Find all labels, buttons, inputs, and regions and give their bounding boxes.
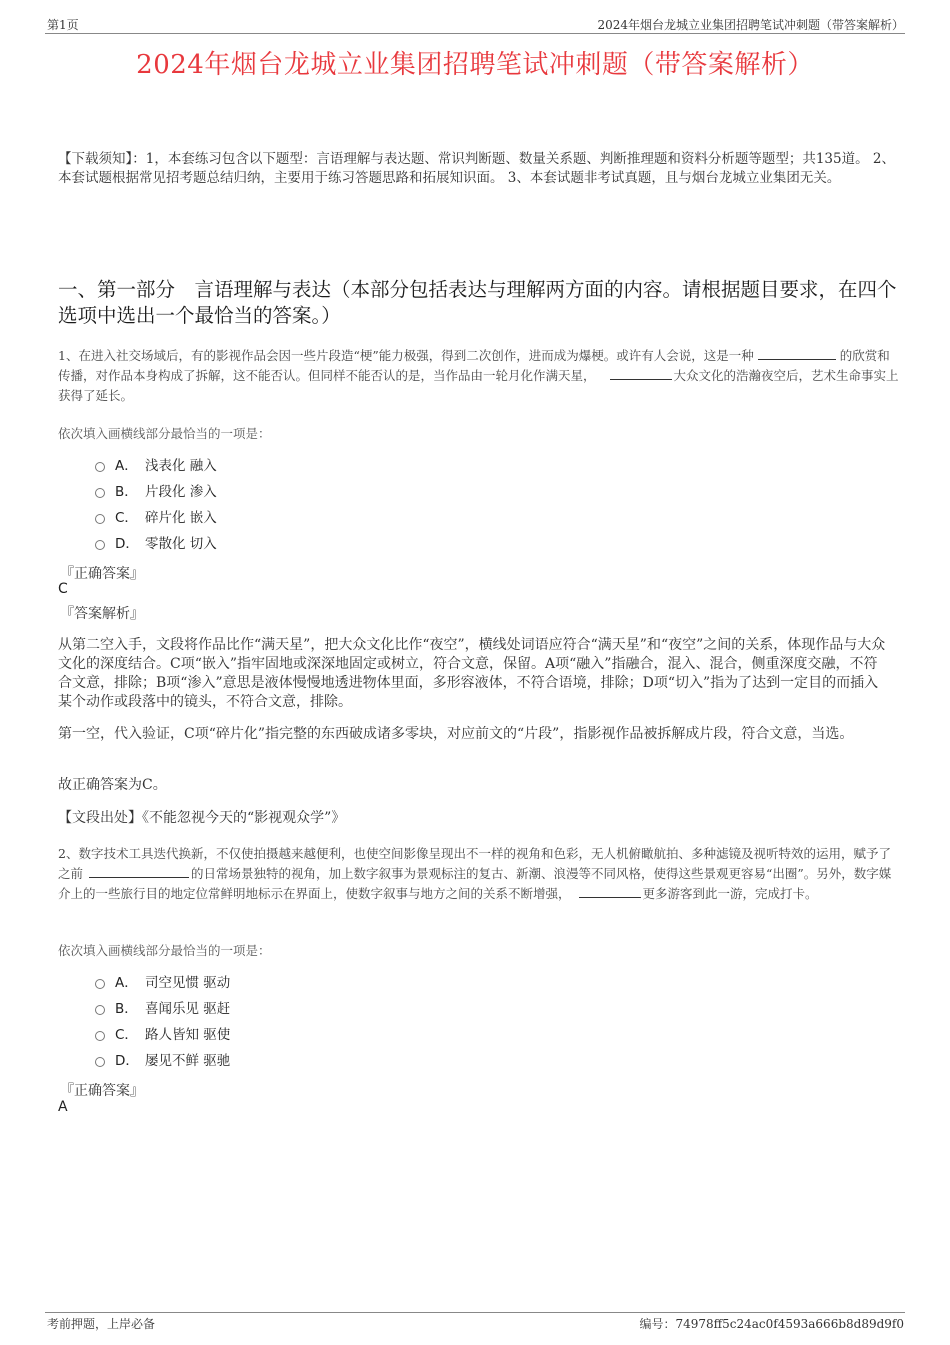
option-text: 片段化 渗入 — [145, 484, 217, 500]
option-letter: D． — [115, 1053, 139, 1069]
option-text: 屡见不鲜 驱驰 — [145, 1053, 231, 1069]
q2-option-d[interactable] — [95, 1052, 230, 1070]
radio-icon[interactable] — [95, 488, 105, 498]
q1-analysis-paragraph-2: 第一空，代入验证，C项“碎片化”指完整的东西破成诸多零块，对应前文的“片段”，指影视作品被拆解成片段，符合文意，当选。 — [58, 726, 854, 742]
q2-instruction: 依次填入画横线部分最恰当的一项是： — [58, 943, 271, 958]
radio-icon[interactable] — [95, 979, 105, 989]
q1-option-b[interactable] — [95, 483, 217, 501]
footer-divider — [45, 1312, 905, 1313]
header-doc-title: 2024年烟台龙城立业集团招聘笔试冲刺题（带答案解析） — [597, 18, 904, 32]
q2-stem-part-b: 的日常场景独特的视角，加上数字叙事为景观标注的复古、新潮、浪漫等不同风格，使得这些景观更容易“出圈”。另外，数字媒介上的一些旅行目的地定位常鲜明地标示在界面上，使数字叙事与地方之间的关系不断增强， — [58, 866, 892, 901]
q1-analysis-conclusion: 故正确答案为C。 — [58, 777, 167, 793]
q1-option-c[interactable] — [95, 509, 217, 527]
q1-instruction: 依次填入画横线部分最恰当的一项是： — [58, 426, 271, 441]
q1-stem-part-c: 大众文化的浩瀚夜空后，艺术生命事实上获得了延长。 — [58, 368, 899, 403]
radio-icon[interactable] — [95, 1031, 105, 1041]
option-letter: B． — [115, 1001, 138, 1017]
option-text: 路人皆知 驱使 — [145, 1027, 231, 1043]
option-letter: A． — [115, 975, 138, 991]
q1-answer-label: 『正确答案』 — [60, 566, 144, 582]
option-letter: D． — [115, 536, 139, 552]
radio-icon[interactable] — [95, 462, 105, 472]
question-1-stem — [58, 346, 900, 406]
q2-blank-2 — [579, 884, 641, 898]
header-divider — [45, 33, 905, 34]
q1-stem-part-a: 1、在进入社交场域后，有的影视作品会因一些片段造“梗”能力极强，得到二次创作，进而成为爆梗。或许有人会说，这是一种 — [58, 348, 754, 363]
radio-icon[interactable] — [95, 514, 105, 524]
q2-answer-label: 『正确答案』 — [60, 1083, 144, 1099]
q1-blank-2 — [610, 366, 672, 380]
section-heading: 一、第一部分 言语理解与表达（本部分包括表达与理解两方面的内容。请根据题目要求，在四个选项中选出一个最恰当的答案。） — [58, 278, 897, 327]
page-number: 第1页 — [47, 18, 79, 32]
q1-option-d[interactable] — [95, 535, 217, 553]
q1-blank-1 — [758, 346, 836, 360]
option-letter: C． — [115, 510, 138, 526]
footer-slogan: 考前押题，上岸必备 — [47, 1317, 156, 1331]
q1-answer: C — [58, 581, 68, 597]
option-letter: A． — [115, 458, 138, 474]
q1-source: 【文段出处】《不能忽视今天的“影视观众学”》 — [58, 810, 346, 826]
q1-stem-part-b: 的欣赏和传播，对作品本身构成了拆解，这不能否认。但同样不能否认的是，当作品由一轮月化作满天星， — [58, 348, 890, 383]
q2-blank-1 — [89, 864, 189, 878]
page-title: 2024年烟台龙城立业集团招聘笔试冲刺题（带答案解析） — [136, 50, 814, 80]
q1-option-a[interactable] — [95, 457, 217, 475]
radio-icon[interactable] — [95, 1057, 105, 1067]
question-2-stem — [58, 844, 900, 904]
radio-icon[interactable] — [95, 540, 105, 550]
q2-answer: A — [58, 1099, 68, 1115]
option-text: 碎片化 嵌入 — [145, 510, 217, 526]
option-text: 喜闻乐见 驱赶 — [145, 1001, 231, 1017]
footer-doc-id: 编号：74978ff5c24ac0f4593a666b8d89d9f0 — [639, 1317, 904, 1331]
option-text: 零散化 切入 — [145, 536, 217, 552]
q1-analysis-paragraph-1: 从第二空入手，文段将作品比作“满天星”，把大众文化比作“夜空”，横线处词语应符合“满天星”和“夜空”之间的关系，体现作品与大众文化的深度结合。C项“嵌入”指牢固地或深深地固定或树立，符合文意，保留。A项“融入”指融合，混入、混合，侧重深度交融，不符合文意，排除；B项“渗入”意思是液体慢慢地透进物体里面，多形容液体，不符合语境，排除；D项“切入”指为了达到一定目的而插入某个动作或段落中的镜头，不符合文意，排除。 — [58, 637, 886, 710]
option-text: 浅表化 融入 — [145, 458, 217, 474]
option-text: 司空见惯 驱动 — [145, 975, 231, 991]
download-notice: 【下载须知】：1，本套练习包含以下题型：言语理解与表达题、常识判断题、数量关系题、判断推理题和资料分析题等题型；共135道。 2、本套试题根据常见招考题总结归纳，主要用于练习答题思路和拓展知识面。 3、本套试题非考试真题，且与烟台龙城立业集团无关。 — [58, 151, 895, 186]
q1-analysis-label: 『答案解析』 — [60, 606, 144, 622]
q2-stem-part-a: 2、数字技术工具迭代换新，不仅使拍摄越来越便利，也使空间影像呈现出不一样的视角和色彩，无人机俯瞰航拍、多种滤镜及视听特效的运用，赋予了之前 — [58, 846, 891, 881]
q2-option-a[interactable] — [95, 974, 230, 992]
q2-option-b[interactable] — [95, 1000, 230, 1018]
q2-option-c[interactable] — [95, 1026, 230, 1044]
option-letter: B． — [115, 484, 138, 500]
option-letter: C． — [115, 1027, 138, 1043]
q2-stem-part-c: 更多游客到此一游，完成打卡。 — [642, 886, 818, 901]
radio-icon[interactable] — [95, 1005, 105, 1015]
